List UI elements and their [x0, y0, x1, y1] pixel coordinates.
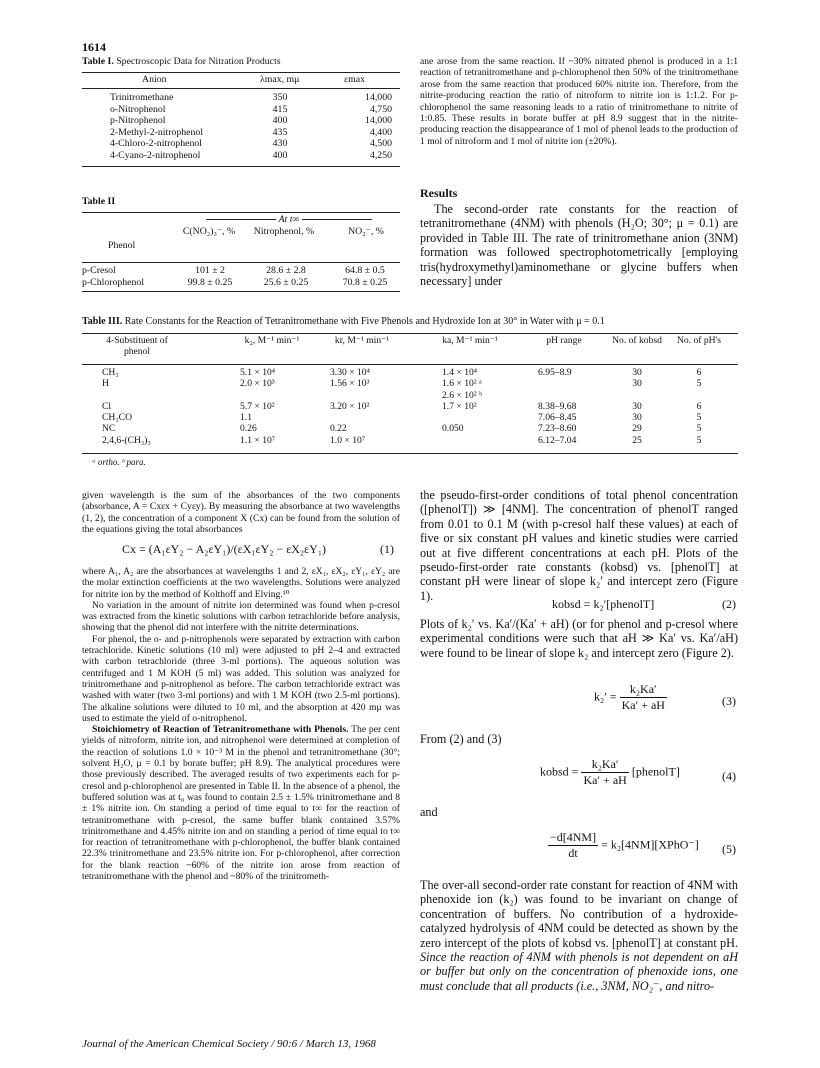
table3-cell: 5.1 × 10⁴	[240, 367, 276, 378]
table2-group-header	[178, 214, 400, 225]
table1-cell: 4,250	[369, 149, 392, 161]
table1-header-lambda: λmax, mμ	[260, 74, 300, 85]
table3-cell: 2.6 × 10² ᵇ	[442, 389, 483, 401]
table1-cell: p-Nitrophenol	[110, 115, 166, 127]
table1-cell: 350	[272, 92, 288, 103]
table1-cell: 400	[272, 115, 288, 127]
table1-cell: 14,000	[365, 92, 392, 103]
table1-cell: 4,500	[369, 138, 392, 150]
table3-bottom-rule	[82, 453, 738, 454]
equation-3-number: (3)	[722, 694, 736, 708]
table3-cell: 5	[696, 412, 702, 424]
table2-body	[82, 265, 400, 288]
table1-cell: 415	[272, 103, 288, 115]
table3-cell: 1.7 × 10²	[442, 400, 477, 412]
table3-row	[82, 435, 738, 446]
left-column-continued	[82, 566, 400, 882]
table1-cell: 4-Chloro-2-nitrophenol	[110, 138, 202, 150]
table1-header-anion: Anion	[142, 74, 167, 85]
table3-footnote: ᵃ ortho. ᵇ para.	[92, 457, 146, 467]
table2-cell: 70.8 ± 0.25	[342, 276, 388, 288]
table1-cell: 4-Cyano-2-nitrophenol	[110, 149, 201, 161]
table3-cell: NC	[102, 423, 116, 435]
table2-cell: p-Chlorophenol	[82, 276, 145, 288]
results-text: The second-order rate constants for the reaction of tetranitromethane (4NM) with phenols (H₂O; 30°; μ = 0.1) are provided in Table III. The rate of trinitromethane anion (3NM) formation was followed spectrophotometrically [employing tris(hydroxymethyl)aminomethane or glycine buffers when necessary] under	[420, 202, 738, 289]
table2-header-cno2: C(NO₂)₃⁻, %	[182, 226, 236, 237]
table1-row	[82, 92, 400, 104]
equation-3-lhs: k₂′ =	[594, 689, 617, 704]
table3-cell: 5.7 × 10²	[240, 400, 275, 412]
table3-cell: 8.38–9.68	[538, 400, 577, 412]
page-number: 1614	[82, 40, 106, 54]
table3-cell: 1.56 × 10³	[330, 378, 370, 390]
table3-cell: 5	[696, 423, 702, 435]
table3-header-ka: ka, M⁻¹ min⁻¹	[442, 335, 498, 346]
table3-cell: 1.6 × 10² ᵃ	[442, 378, 482, 390]
table2-cell: p-Cresol	[82, 265, 116, 276]
table3-header-substituent: 4-Substituent of phenol	[106, 335, 168, 357]
table3-row	[82, 412, 738, 423]
table3-cell: 7.23–8.60	[538, 423, 577, 435]
table2-row	[82, 277, 400, 289]
table1-caption-text: Spectroscopic Data for Nitration Products	[116, 56, 281, 67]
equation-4-rhs: [phenolT]	[631, 764, 680, 779]
table3-cell: 30	[632, 378, 642, 390]
table1-row	[82, 138, 400, 150]
table1-cell: 400	[272, 149, 288, 161]
table1-row	[82, 104, 400, 116]
table3-cell: 6.95–8.9	[538, 367, 572, 378]
equation-1: Cx = (A₁εY₂ − A₂εY₁)/(εX₁εY₂ − εX₂εY₁)	[122, 542, 326, 556]
table2-caption: Table II	[82, 196, 116, 207]
table3-cell: Cl	[102, 400, 112, 412]
table3-cell: 1.0 × 10⁷	[330, 434, 366, 446]
equation-3	[594, 682, 667, 713]
table1-cell: Trinitromethane	[110, 92, 174, 103]
table1-cell: 4,400	[369, 126, 392, 138]
table3-cell: 1.1 × 10⁷	[240, 434, 276, 446]
table2-row	[82, 265, 400, 277]
and-text: and	[420, 805, 438, 819]
table1-caption	[82, 56, 281, 67]
table3-cell: 6.12–7.04	[538, 434, 577, 446]
right-p3-italic: Since the reaction of 4NM with phenols is not dependent on aH or buffer but only on the concentration of phenoxide ions, one must conclude that all products (i.e., 3NM, NO₂⁻, and nitro-	[420, 950, 738, 993]
table3-row	[82, 367, 738, 378]
table3-cell: 30	[632, 400, 642, 412]
table2-header-no2: NO₂⁻, %	[348, 226, 384, 237]
table2-header-rule	[82, 262, 400, 263]
table3-cell: CH₃	[102, 367, 119, 378]
table1-cell: 2-Methyl-2-nitrophenol	[110, 126, 204, 138]
table1-header-epsilon: εmax	[344, 74, 365, 85]
equation-4-lhs: kobsd =	[540, 764, 579, 779]
table1-cell: 435	[272, 126, 288, 138]
equation-4-numerator: k₂Ka′	[581, 757, 628, 773]
table2-header	[82, 214, 400, 262]
table3-header-rule	[82, 364, 738, 365]
equation-5-number: (5)	[722, 842, 736, 856]
left-p5: The per cent yields of nitroform, nitrite ion, and nitrophenol were determined at completion of the reaction of solutions 1.0 × 10⁻³ M in the phenol and tetranitromethane (30°; solvent H₂O, μ = 0.1 by borate buffer; pH 8.9). The analytical procedures were those previously described. The averaged results of two experiments each for p-cresol and p-chlorophenol are presented in Table II. In the absence of a phenol, the buffered solution was at t₀ was found to contain 2.5 ± 1.5% trinitromethane and 8 ± 1% nitrite ion. On standing a period of time equal to t∞ for the reaction of tetranitromethane with p-cresol, the same buffer blank contained 3.57% trinitromethane and 4.45% nitrite ion and on standing a period of time equal to t∞ for reaction of tetranitromethane with p-chlorophenol, the buffer blank contained 22.3% trinitromethane and 23.5% nitrite ion. For p-chlorophenol, after correction for the blank reaction ~60% of the nitrite ion arose from reaction of tetranitromethane with the phenol and ~80% of the trinitrometh-	[82, 724, 400, 883]
table3-row	[82, 378, 738, 389]
results-heading: Results	[420, 186, 458, 200]
journal-footer: Journal of the American Chemical Society / 90:6 / March 13, 1968	[82, 1038, 376, 1050]
table3-cell: 30	[632, 412, 642, 424]
results-paragraph	[420, 202, 738, 288]
table3-cell: 5	[696, 378, 702, 390]
table3-cell: 3.30 × 10⁴	[330, 367, 370, 378]
table1-cell: o-Nitrophenol	[110, 103, 166, 115]
table3-cell: 6	[696, 400, 702, 412]
right-p2: Plots of k₂′ vs. Ka′/(Ka′ + aH) (or for phenol and p-cresol where experimental conditions were such that aH ≫ Ka′ vs. Ka′/aH) were found to be linear of slope k₂ and intercept zero (Figure 2).	[420, 617, 738, 660]
table3-header-nph: No. of pH's	[676, 335, 722, 346]
equation-1-number: (1)	[380, 542, 394, 556]
table2-bottom-rule	[82, 291, 400, 292]
table1-header-rule	[82, 88, 400, 89]
table1-row	[82, 150, 400, 162]
table3-header	[82, 335, 738, 363]
table2-cell: 99.8 ± 0.25	[187, 276, 233, 288]
table1-body	[82, 92, 400, 162]
table3-cell: 29	[632, 423, 642, 435]
table3-cell: 2.0 × 10³	[240, 378, 275, 390]
table3-row	[82, 390, 738, 401]
table3-caption-label: Table III.	[82, 316, 123, 327]
table1-cell: 4,750	[369, 103, 392, 115]
equation-5-denominator: dt	[568, 846, 578, 860]
table1-caption-label: Table I.	[82, 56, 114, 67]
right-top-text: ane arose from the same reaction. If ~30% nitrated phenol is produced in a 1:1 reaction of tetranitromethane and p-chlorophenol then 50% of the trinitromethane arose from the same reaction that produced 60% nitrite ion. Therefore, from the nitrite-producing reaction the ratio of nitroform to nitrite ion is 1:1.2. For p-chlorophenol the same reasoning leads to a ratio of trinitromethane to nitrite of 1:0.85. These results in borate buffer at pH 8.9 suggest that in the nitrite-producing reaction the disappearance of 1 mol of phenol leads to the production of 1 mol of nitroform and 1 mol of nitrite ion (±20%).	[420, 56, 738, 147]
right-top-paragraph	[420, 56, 738, 147]
equation-3-numerator: k₂Ka′	[620, 682, 667, 698]
table2-group-header-text: At t∞	[278, 214, 300, 225]
left-column	[82, 490, 400, 535]
from-text: From (2) and (3)	[420, 732, 502, 746]
table3-header-k2: k₂, M⁻¹ min⁻¹	[244, 335, 300, 346]
table1-top-rule	[82, 72, 400, 73]
table2-header-phenol: Phenol	[108, 240, 136, 251]
equation-4-denominator: Ka′ + aH	[583, 773, 627, 787]
left-p5-heading: Stoichiometry of Reaction of Tetranitromethane with Phenols.	[92, 724, 349, 736]
table2-top-rule	[82, 212, 400, 213]
equation-5-numerator: −d[4NM]	[550, 830, 597, 844]
table1-cell: 430	[272, 138, 288, 150]
table3-caption-text: Rate Constants for the Reaction of Tetranitromethane with Five Phenols and Hydroxide Ion at 30° in Water with μ = 0.1	[124, 316, 605, 327]
equation-2-number: (2)	[722, 597, 736, 611]
table3-body	[82, 367, 738, 446]
table3-cell: 5	[696, 434, 702, 446]
left-p2: where A₁, A₂ are the absorbances at wavelengths 1 and 2, εX₁, εX₂, εY₁, εY₂ are the molar extinction coefficients at the two wavelengths. Solutions were analyzed for nitrite ion by the method of Kolthoff and Elving.¹⁰	[82, 566, 400, 600]
table3-cell: 6	[696, 367, 702, 378]
table3-cell: 30	[632, 367, 642, 378]
table3-cell: 7.06–8.45	[538, 412, 577, 424]
table3-top-rule	[82, 333, 738, 334]
equation-2: kobsd = k₂′[phenolT]	[552, 597, 655, 611]
equation-5-rhs: = k₂[4NM][XPhO⁻]	[601, 837, 699, 852]
equation-5	[548, 830, 699, 861]
table1-row	[82, 127, 400, 139]
left-p3: No variation in the amount of nitrite ion determined was found when p-cresol was extracted from the kinetic solutions with carbon tetrachloride before analysis, showing that the phenol did not interfere with the nitrite determinations.	[82, 599, 400, 634]
equation-3-denominator: Ka′ + aH	[621, 698, 665, 712]
table3-header-kr: kr, M⁻¹ min⁻¹	[334, 335, 390, 346]
right-column-p3	[420, 878, 738, 993]
table3-cell: 1.1	[240, 412, 252, 424]
right-p3: The over-all second-order rate constant for reaction of 4NM with phenoxide ion (k₂) was found to be invariant on change of concentration of buffers. No contribution of a hydroxide-catalyzed hydrolysis of 4NM could be detected as shown by the zero intercept of the plots of kobsd vs. [phenolT] at constant pH.	[420, 878, 738, 950]
table3-cell: 1.4 × 10⁴	[442, 367, 478, 378]
table2-cell: 101 ± 2	[195, 265, 225, 276]
table1-row	[82, 115, 400, 127]
table2-header-nitrophenol: Nitrophenol, %	[253, 226, 315, 237]
table3-row	[82, 401, 738, 412]
table3-cell: 0.22	[330, 423, 347, 435]
table3-cell: H	[102, 378, 109, 390]
equation-4-number: (4)	[722, 769, 736, 783]
table2-cell: 28.6 ± 2.8	[266, 265, 306, 276]
table2-cell: 64.8 ± 0.5	[345, 265, 385, 276]
right-column	[420, 488, 738, 603]
table3-cell: 25	[632, 434, 642, 446]
table3-cell: 0.26	[240, 423, 257, 435]
right-p1: the pseudo-first-order conditions of total phenol concentration ([phenolT]) ≫ [4NM]. The concentration of phenolT ranged from 0.01 to 0.1 M (with p-cresol half these values) at each of five or six constant pH values and kinetic studies were carried out at five different concentrations at each pH. Plots of the pseudo-first-order rate constants (kobsd) vs. [phenolT] at constant pH were linear of slope k₂′ and intercept zero (Figure 1).	[420, 488, 738, 603]
right-column-p2	[420, 617, 738, 660]
table3-header-nkobsd: No. of kobsd	[612, 335, 662, 346]
table3-row	[82, 423, 738, 434]
table3-cell: 3.20 × 10²	[330, 400, 370, 412]
table1-cell: 14,000	[365, 115, 392, 127]
table3-cell: CH₃CO	[102, 412, 132, 424]
table3-header-ph: pH range	[546, 335, 582, 346]
table3-caption	[82, 316, 605, 327]
equation-4	[540, 757, 680, 788]
table2-cell: 25.6 ± 0.25	[263, 276, 309, 288]
table3-cell: 2,4,6-(CH₃)₃	[102, 434, 151, 446]
table3-cell: 0.050	[442, 423, 464, 435]
left-p4: For phenol, the o- and p-nitrophenols were separated by extraction with carbon tetrachloride. Kinetic solutions (10 ml) were adjusted to pH 2–4 and extracted with carbon tetrachloride (three 3-ml portions). The aqueous solution was centrifuged and 1 M KOH (5 ml) was added. This solution was analyzed for trinitromethane and p-nitrophenol as before. The carbon tetrachloride extract was washed with water (two 3-ml portions) and with 1 M KOH (two 2.5-ml portions). The alkaline solutions were diluted to 10 ml, and the absorption at 420 mμ was used to estimate the yield of o-nitrophenol.	[82, 633, 400, 724]
left-p1: given wavelength is the sum of the absorbances of the two components (absorbance, A = Cxεx + Cyεy). By measuring the absorbance at two wavelengths (1, 2), the concentration of a component X (Cx) can be found from the solution of the equations giving the total absorbances	[82, 490, 400, 535]
table1-bottom-rule	[82, 166, 400, 167]
